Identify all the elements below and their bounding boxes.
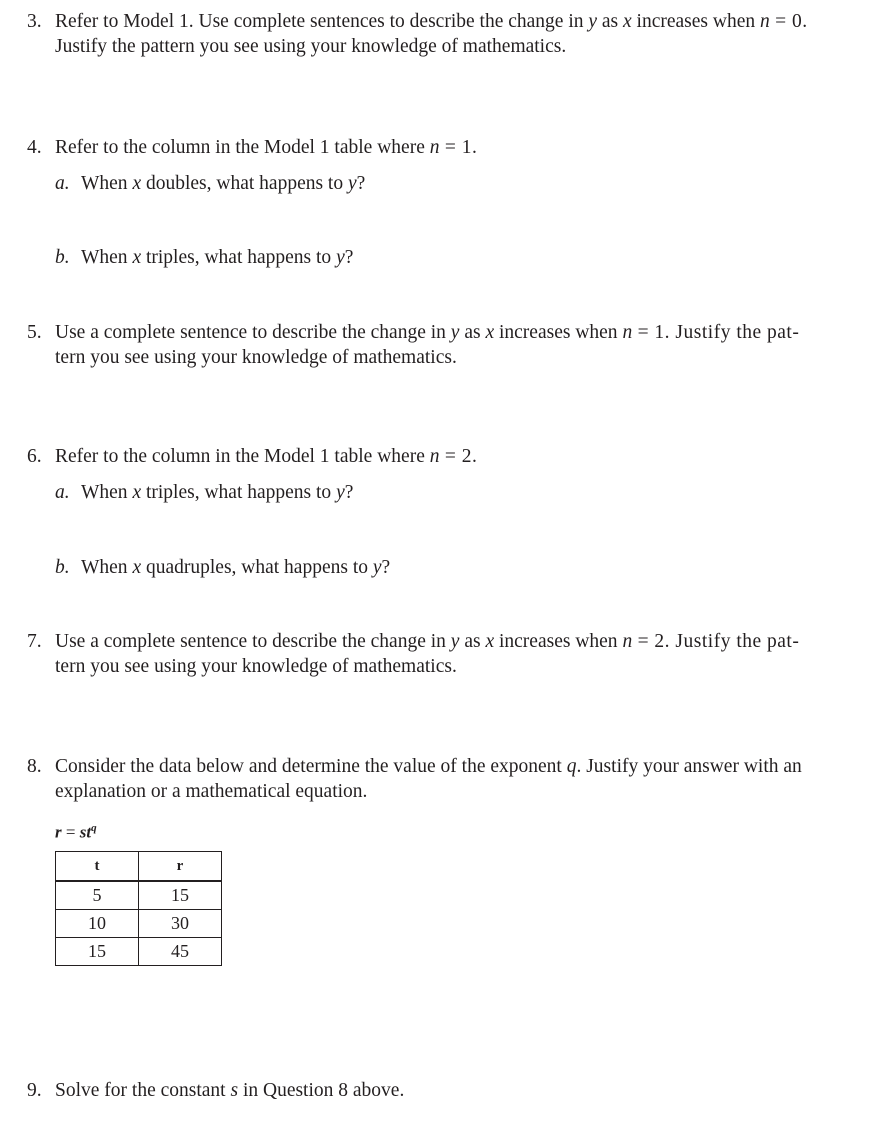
sub-letter: b. [55, 557, 70, 578]
question-number: 6. [27, 446, 42, 467]
question-text: Refer to the column in the Model 1 table where n = 1. [55, 137, 478, 158]
table-cell: 45 [139, 938, 222, 966]
question-8 [27, 754, 862, 804]
table-cell: 5 [56, 881, 139, 910]
question-number: 8. [27, 756, 42, 777]
table-header: r [139, 852, 222, 882]
question-3 [27, 9, 862, 59]
question-4 [27, 135, 862, 160]
table-header: t [56, 852, 139, 882]
table-header-row [56, 852, 222, 882]
sub-letter: a. [55, 173, 70, 194]
question-text: Solve for the constant s in Question 8 above. [55, 1080, 405, 1101]
table-row [56, 938, 222, 966]
question-text: Use a complete sentence to describe the change in y as x increases when n = 2. Justify the pat- tern you see using your knowledge of mathematics. [55, 631, 800, 677]
question-4b: b. When x triples, what happens to y? [55, 247, 354, 268]
table-row [56, 881, 222, 910]
question-number: 5. [27, 322, 42, 343]
question-number: 7. [27, 631, 42, 652]
question-4a: a. When x doubles, what happens to y? [55, 173, 366, 194]
table-cell: 15 [56, 938, 139, 966]
data-table [55, 851, 222, 966]
question-6a: a. When x triples, what happens to y? [55, 482, 354, 503]
question-6 [27, 444, 862, 469]
question-9 [27, 1078, 862, 1103]
table-cell: 10 [56, 910, 139, 938]
question-5 [27, 320, 862, 370]
question-7 [27, 629, 862, 679]
table-cell: 15 [139, 881, 222, 910]
question-text: Consider the data below and determine the value of the exponent q. Justify your answer with an explanation or a mathematical equation. [55, 756, 802, 802]
question-number: 9. [27, 1080, 42, 1101]
formula: $r = st^q$ [55, 822, 97, 842]
table-row [56, 910, 222, 938]
question-number: 4. [27, 137, 42, 158]
sub-letter: a. [55, 482, 70, 503]
question-text: Refer to the column in the Model 1 table where n = 2. [55, 446, 478, 467]
question-number: 3. [27, 11, 42, 32]
question-text: Use a complete sentence to describe the change in y as x increases when n = 1. Justify the pat- tern you see using your knowledge of mathematics. [55, 322, 800, 368]
question-6b: b. When x quadruples, what happens to y? [55, 557, 391, 578]
table-cell: 30 [139, 910, 222, 938]
sub-letter: b. [55, 247, 70, 268]
question-text: Refer to Model 1. Use complete sentences to describe the change in y as x increases when n = 0. Justify the pattern you see using your knowledge of mathematics. [55, 11, 808, 57]
